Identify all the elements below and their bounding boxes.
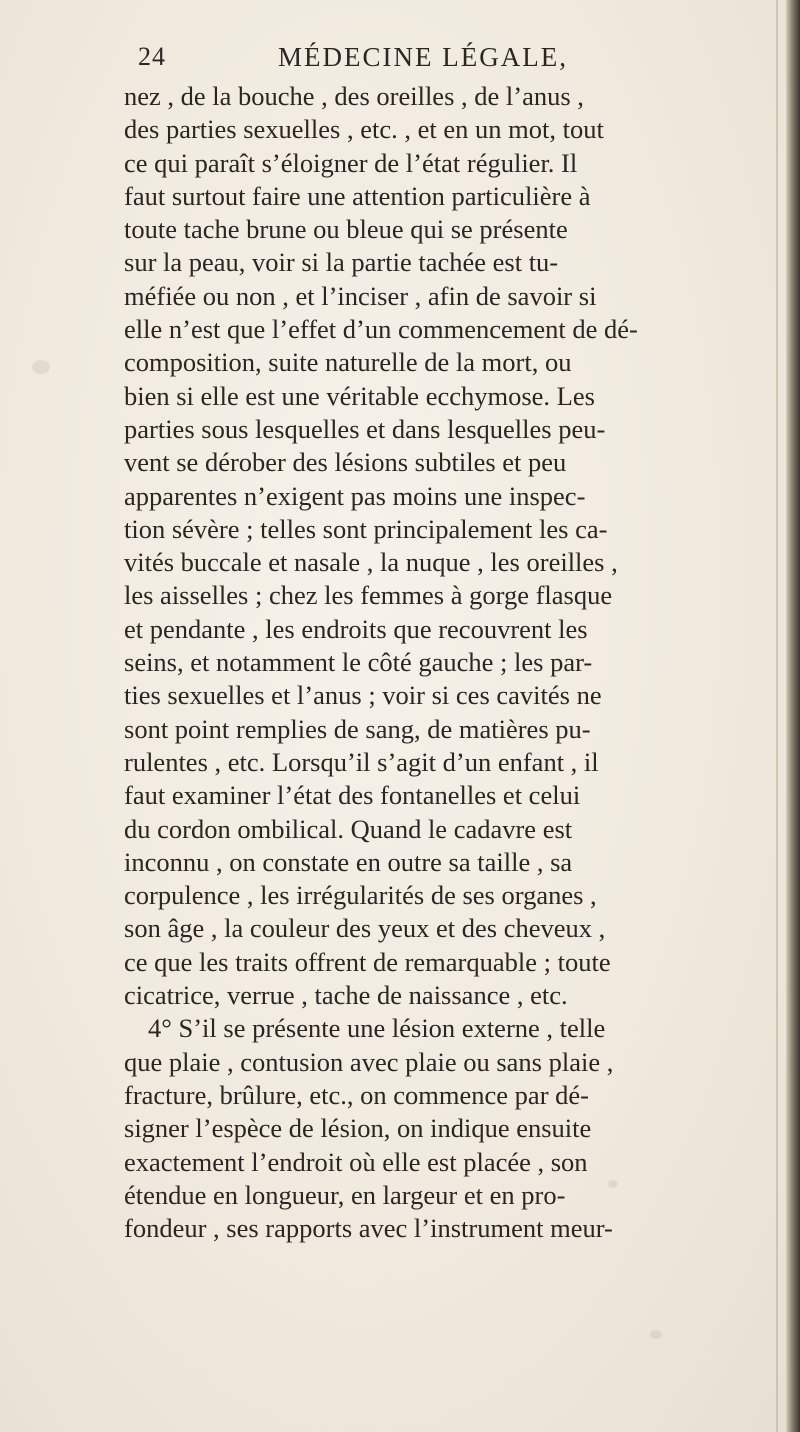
text-line: exactement l’endroit où elle est placée , son [124,1146,588,1177]
text-line: étendue en longueur, en largeur et en pro- [124,1179,566,1210]
running-title: MÉDECINE LÉGALE, [278,42,568,72]
text-line: ce que les traits offrent de remarquable ; toute [124,946,611,977]
text-line: rulentes , etc. Lorsqu’il s’agit d’un enfant , il [124,746,599,777]
text-line: nez , de la bouche , des oreilles , de l’anus , [124,81,584,111]
paper-spot [32,360,50,374]
text-line: elle n’est que l’effet d’un commencement de dé- [124,314,638,345]
text-line: méfiée ou non , et l’inciser , afin de savoir si [124,280,597,311]
text-line: 4° S’il se présente une lésion externe , telle [148,1013,606,1044]
text-line: parties sous lesquelles et dans lesquelles peu- [124,413,606,444]
body-text [124,80,704,1245]
text-line: des parties sexuelles , etc. , et en un mot, tout [124,114,604,145]
text-line: apparentes n’exigent pas moins une inspec- [124,480,586,511]
text-line: sur la peau, voir si la partie tachée est tu- [124,247,559,278]
text-line: seins, et notamment le côté gauche ; les par- [124,647,593,678]
text-line: corpulence , les irrégularités de ses organes , [124,880,597,911]
text-line: tion sévère ; telles sont principalement les ca- [124,513,608,544]
page-number: 24 [138,42,166,71]
text-line: inconnu , on constate en outre sa taille , sa [124,846,573,877]
text-line: bien si elle est une véritable ecchymose. Les [124,380,595,411]
book-gutter [786,0,800,1432]
text-line: faut examiner l’état des fontanelles et celui [124,780,581,811]
text-line: fracture, brûlure, etc., on commence par dé- [124,1079,589,1110]
text-line: signer l’espèce de lésion, on indique ensuite [124,1113,592,1144]
text-line: ties sexuelles et l’anus ; voir si ces cavités ne [124,680,602,711]
text-line: toute tache brune ou bleue qui se présente [124,214,568,245]
text-line: faut surtout faire une attention particulière à [124,180,591,211]
text-line: composition, suite naturelle de la mort, ou [124,347,572,378]
paper-spot [650,1330,662,1339]
page-header [138,42,698,82]
text-line: cicatrice, verrue , tache de naissance , etc. [124,980,568,1011]
text-line: et pendante , les endroits que recouvrent les [124,613,588,644]
text-line: les aisselles ; chez les femmes à gorge flasque [124,580,613,611]
text-line: du cordon ombilical. Quand le cadavre est [124,813,573,844]
paper-spot [608,1180,618,1188]
text-line: vent se dérober des lésions subtiles et peu [124,447,567,478]
text-line: que plaie , contusion avec plaie ou sans plaie , [124,1046,614,1077]
text-line: ce qui paraît s’éloigner de l’état régulier. Il [124,147,578,178]
text-line: vités buccale et nasale , la nuque , les oreilles , [124,547,618,578]
text-line: son âge , la couleur des yeux et des cheveux , [124,913,606,944]
text-line: sont point remplies de sang, de matières pu- [124,713,591,744]
page-edge-line [776,0,778,1432]
text-line: fondeur , ses rapports avec l’instrument meur- [124,1213,613,1244]
